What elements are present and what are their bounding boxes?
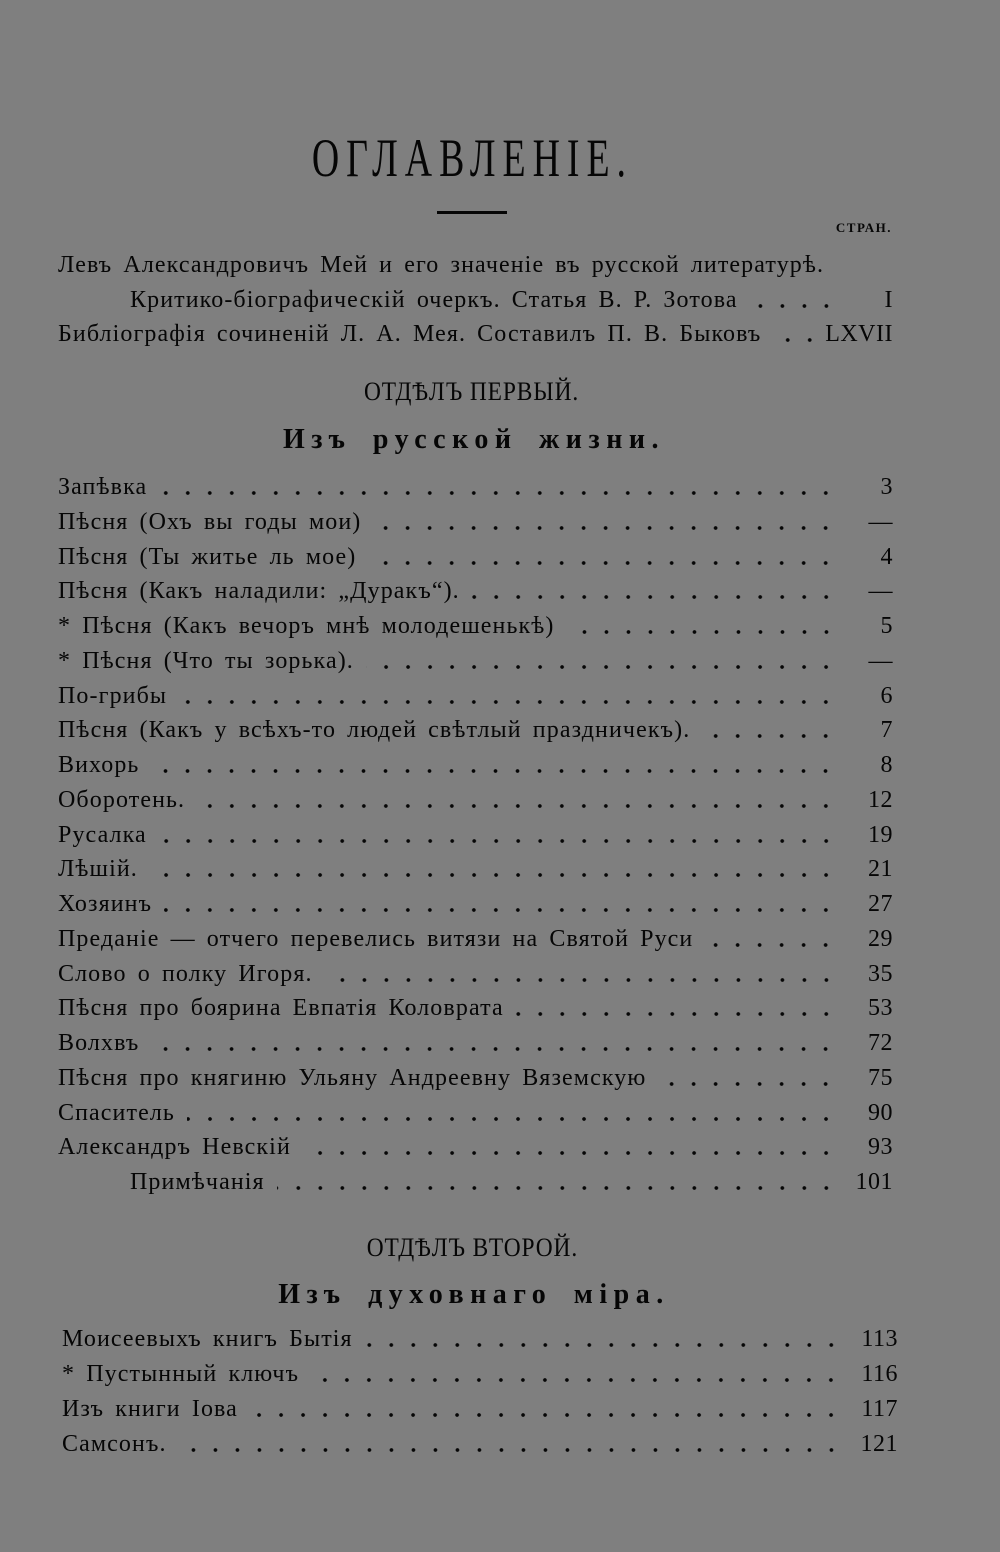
entry-page-number: 21 xyxy=(868,856,893,883)
dot-leader xyxy=(365,1322,842,1357)
page-column-header: СТРАН. xyxy=(835,220,892,235)
toc-entry xyxy=(58,540,893,575)
toc-entry xyxy=(58,644,893,679)
section-2-entries xyxy=(62,1322,898,1462)
entry-page-number: 93 xyxy=(868,1134,893,1161)
dot-leader xyxy=(197,783,837,818)
entry-page-number: — xyxy=(868,508,893,535)
dot-leader xyxy=(373,505,837,540)
entry-page-number: 35 xyxy=(868,960,893,987)
entry-page-number: 12 xyxy=(868,786,893,813)
entry-title: Спаситель xyxy=(58,1099,175,1126)
dot-leader xyxy=(368,540,837,575)
entry-page-number: 72 xyxy=(868,1030,893,1056)
dot-leader xyxy=(311,1357,842,1392)
dot-leader xyxy=(164,887,837,922)
section-heading: Изъ русской жизни. xyxy=(283,424,665,455)
toc-entry xyxy=(58,887,893,922)
entry-page-number: 8 xyxy=(880,752,893,778)
front-matter xyxy=(58,248,893,352)
entry-page-number: — xyxy=(868,578,893,605)
toc-entry xyxy=(58,748,893,783)
toc-entry xyxy=(58,713,893,748)
toc-notes-entry xyxy=(58,1165,893,1200)
dot-leader xyxy=(705,922,837,957)
entry-title: Моисеевыхъ книгъ Бытія xyxy=(62,1326,353,1352)
toc-entry xyxy=(58,679,893,714)
toc-entry xyxy=(62,1427,898,1462)
toc-entry xyxy=(58,1026,893,1061)
entry-title: Самсонъ. xyxy=(62,1431,167,1457)
dot-leader xyxy=(159,818,837,853)
entry-title: Преданіе — отчего перевелись витязи на Святой Руси xyxy=(58,925,694,952)
dot-leader xyxy=(773,317,821,352)
section-label-text: ОТДѢЛЪ ВТОРОЙ. xyxy=(366,1233,578,1262)
toc-entry xyxy=(58,609,893,644)
dot-leader xyxy=(516,991,837,1026)
entry-title: Вихорь xyxy=(58,752,140,778)
entry-page-number: 29 xyxy=(868,925,893,952)
dot-leader xyxy=(179,679,837,714)
dot-leader xyxy=(750,283,837,318)
entry-title: По-грибы xyxy=(58,682,168,709)
entry-page-number: 116 xyxy=(861,1361,898,1387)
entry-title: Волхвъ xyxy=(58,1030,140,1056)
entry-title: Хозяинъ xyxy=(58,891,153,917)
entry-page-number: 75 xyxy=(868,1064,893,1091)
dot-leader xyxy=(151,1026,837,1061)
entry-title: Левъ Александровичъ Мей и его значеніе въ русской литературѣ. xyxy=(58,252,825,278)
toc-entry xyxy=(58,317,893,352)
toc-entry xyxy=(58,248,893,283)
toc-entry xyxy=(58,470,893,505)
dot-leader xyxy=(187,1096,837,1131)
section-1-entries xyxy=(58,470,893,1200)
dot-leader xyxy=(472,574,837,609)
section-label xyxy=(0,377,944,407)
section-heading: Изъ духовнаго міра. xyxy=(278,1279,670,1310)
dot-leader xyxy=(159,470,837,505)
page-title-text: ОГЛАВЛЕНІЕ. xyxy=(311,128,633,188)
toc-entry xyxy=(62,1322,898,1357)
entry-subtitle: Критико-біографическій очеркъ. Статья В. Р. Зотова xyxy=(130,286,738,313)
entry-page-number: 53 xyxy=(868,995,893,1022)
entry-page-number: 121 xyxy=(860,1431,898,1457)
dot-leader xyxy=(366,644,837,679)
entry-page-number: 6 xyxy=(880,682,893,709)
entry-page-number: 19 xyxy=(868,821,893,848)
entry-page-number: 5 xyxy=(880,613,893,639)
toc-entry xyxy=(58,783,893,818)
dot-leader xyxy=(179,1427,842,1462)
toc-entry xyxy=(58,1096,893,1131)
entry-title: Слово о полку Игоря. xyxy=(58,960,313,987)
toc-entry xyxy=(62,1357,898,1392)
toc-entry xyxy=(58,922,893,957)
toc-entry xyxy=(58,818,893,853)
entry-title: * Пѣсня (Что ты зорька). xyxy=(58,647,354,674)
entry-title: Пѣсня (Какъ наладили: „Дуракъ“). xyxy=(58,578,460,605)
entry-title: Пѣсня (Ты житье ль мое) xyxy=(58,543,357,570)
dot-leader xyxy=(151,748,837,783)
entry-title: Александръ Невскій xyxy=(58,1134,291,1161)
toc-entry xyxy=(58,1061,893,1096)
entry-title: Библіографія сочиненій Л. А. Мея. Составилъ П. В. Быковъ xyxy=(58,321,762,347)
entry-page-number: I xyxy=(884,286,893,313)
entry-page-number: — xyxy=(868,647,893,674)
toc-entry xyxy=(58,505,893,540)
entry-page-number: 27 xyxy=(868,891,893,917)
entry-title: Пѣсня (Охъ вы годы мои) xyxy=(58,508,362,535)
entry-page-number: 90 xyxy=(868,1099,893,1126)
toc-entry xyxy=(58,852,893,887)
entry-page-number: 3 xyxy=(880,474,893,500)
toc-entry xyxy=(58,957,893,992)
dot-leader xyxy=(250,1392,842,1427)
section-label-text: ОТДѢЛЪ ПЕРВЫЙ. xyxy=(364,377,580,406)
entry-title: Пѣсня про княгиню Ульяну Андреевну Вяземскую xyxy=(58,1064,647,1091)
dot-leader xyxy=(702,713,837,748)
entry-page-number: LXVII xyxy=(825,321,893,347)
dot-leader xyxy=(277,1165,837,1200)
entry-title: * Пѣсня (Какъ вечоръ мнѣ молодешенькѣ) xyxy=(58,613,555,639)
dot-leader xyxy=(567,609,837,644)
entry-title: Примѣчанія xyxy=(130,1169,265,1195)
dot-leader xyxy=(303,1130,837,1165)
entry-title: Пѣсня про боярина Евпатія Коловрата xyxy=(58,995,504,1022)
entry-title: Оборотень. xyxy=(58,786,186,813)
entry-title: * Пустынный ключъ xyxy=(62,1361,300,1387)
toc-entry xyxy=(58,1130,893,1165)
title-rule xyxy=(437,211,507,214)
entry-page-number: 7 xyxy=(880,717,893,744)
toc-entry xyxy=(58,991,893,1026)
entry-title: Пѣсня (Какъ у всѣхъ-то людей свѣтлый праздничекъ). xyxy=(58,717,691,744)
entry-title: Изъ книги Іова xyxy=(62,1396,238,1422)
dot-leader xyxy=(658,1061,837,1096)
entry-title: Запѣвка xyxy=(58,474,148,500)
entry-page-number: 113 xyxy=(861,1326,898,1352)
section-label xyxy=(0,1233,944,1263)
dot-leader xyxy=(325,957,837,992)
dot-leader xyxy=(150,852,837,887)
entry-page-number: 117 xyxy=(861,1396,898,1422)
entry-page-number: 101 xyxy=(855,1169,893,1195)
entry-title: Лѣшій. xyxy=(58,856,138,883)
toc-entry-continuation xyxy=(58,283,893,318)
toc-entry xyxy=(62,1392,898,1427)
toc-entry xyxy=(58,574,893,609)
entry-title: Русалка xyxy=(58,821,147,848)
entry-page-number: 4 xyxy=(880,543,893,570)
page-title xyxy=(0,128,944,188)
